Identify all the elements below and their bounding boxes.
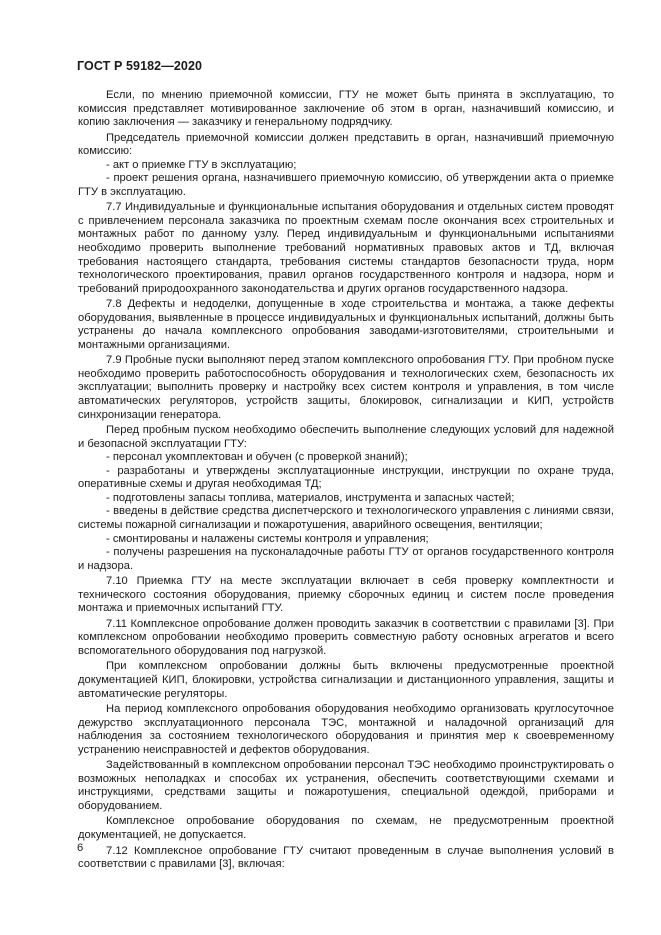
- list-item: - акт о приемке ГТУ в эксплуатацию;: [106, 158, 297, 171]
- paragraph: На период комплексного опробования оборудования необходимо организовать круглосуточное дежурство эксплуатационного персонала ТЭС, монтажной и наладочной организаций для наблюдения за состоянием технологического оборудования и принятия мер к своевременному устранению неисправностей и дефектов оборудования.: [78, 703, 614, 756]
- section-7-12: 7.12 Комплексное опробование ГТУ считают проведенным в случае выполнения условий в соответствии с правилами [3], включая:: [78, 844, 614, 871]
- section-7-9: 7.9 Пробные пуски выполняют перед этапом комплексного опробования ГТУ. При пробном пуске необходимо проверить работоспособность оборудования и технологических схем, безопасность их эксплуатации; выполнить проверку и настройку всех систем контроля и управления, в том числе автоматических регуляторов, устройств защиты, блокировок, сигнализации и КИП, устройств синхронизации генератора.: [78, 354, 614, 421]
- list-item: - персонал укомплектован и обучен (с проверкой знаний);: [106, 451, 408, 464]
- paragraph: Комплексное опробование оборудования по схемам, не предусмотренным проектной документацией, не допускается.: [78, 815, 614, 841]
- list-item: - введены в действие средства диспетчерского и технологического управления с линиями связи, системы пожарной сигнализации и пожаротушения, аварийного освещения, вентиляции;: [78, 505, 614, 531]
- paragraph: Председатель приемочной комиссии должен представить в орган, назначивший приемочную комиссию:: [78, 131, 614, 158]
- paragraph: Задействованный в комплексном опробовании персонал ТЭС необходимо проинструктировать о возможных неполадках и способах их устранения, обеспечить соответствующими схемами и инструкциями, средствами защиты и пожаротушения, специальной одеждой, приборами и оборудованием.: [78, 759, 614, 812]
- paragraph: При комплексном опробовании должны быть включены предусмотренные проектной документацией КИП, блокировки, устройства сигнализации и дистанционного управления, защиты и автоматические регуляторы.: [78, 660, 614, 700]
- page-number: 6: [77, 842, 84, 854]
- list-item: - подготовлены запасы топлива, материалов, инструмента и запасных частей;: [106, 491, 515, 504]
- section-7-7: 7.7 Индивидуальные и функциональные испытания оборудования и отдельных систем проводят с привлечением персонала заказчика по проектным схемам после окончания всех строительных и монтажных работ по данному узлу. Перед индивидуальным и функциональными испытаниями необходимо проверить выполнение требований нормативных правовых актов и ТД, включая требования настоящего стандарта, требования системы стандартов безопасности труда, норм технологического проектирования, правил органов государственного контроля и надзора, норм и требований природоохранного законодательства и других органов государственного надзора.: [78, 201, 614, 295]
- section-7-8: 7.8 Дефекты и недоделки, допущенные в ходе строительства и монтажа, а также дефекты оборудования, выявленные в процессе индивидуальных и функциональных испытаний, должны быть устранены до начала комплексного опробования заводами-изготовителями, строительными и монтажными организациями.: [78, 298, 614, 351]
- list-item: - проект решения органа, назначившего приемочную комиссию, об утверждении акта о приемке ГТУ в эксплуатацию.: [78, 172, 614, 198]
- section-7-10: 7.10 Приемка ГТУ на месте эксплуатации включает в себя проверку комплектности и технического состояния оборудования, приемку сборочных единиц и систем после проведения монтажа и приемочных испытаний ГТУ.: [78, 575, 614, 615]
- paragraph: Перед пробным пуском необходимо обеспечить выполнение следующих условий для надежной и безопасной эксплуатации ГТУ:: [78, 424, 614, 450]
- paragraph: Если, по мнению приемочной комиссии, ГТУ не может быть принята в эксплуатацию, то комиссия представляет мотивированное заключение об этом в орган, назначивший комиссию, и копию заключения — заказчику и генеральному подрядчику.: [78, 89, 614, 129]
- list-item: - смонтированы и налажены системы контроля и управления;: [106, 532, 429, 545]
- section-7-11: 7.11 Комплексное опробование должен проводить заказчик в соответствии с правилами [3]. При комплексном опробовании необходимо проверить совместную работу основных агрегатов и всего вспомогательного оборудования под нагрузкой.: [78, 617, 614, 657]
- list-item: - разработаны и утверждены эксплуатационные инструкции, инструкции по охране труда, оперативные схемы и другая необходимая ТД;: [78, 464, 614, 491]
- list-item: - получены разрешения на пусконаладочные работы ГТУ от органов государственного контроля и надзора.: [78, 546, 614, 572]
- document-header: ГОСТ Р 59182—2020: [77, 59, 203, 73]
- document-body: [78, 89, 614, 874]
